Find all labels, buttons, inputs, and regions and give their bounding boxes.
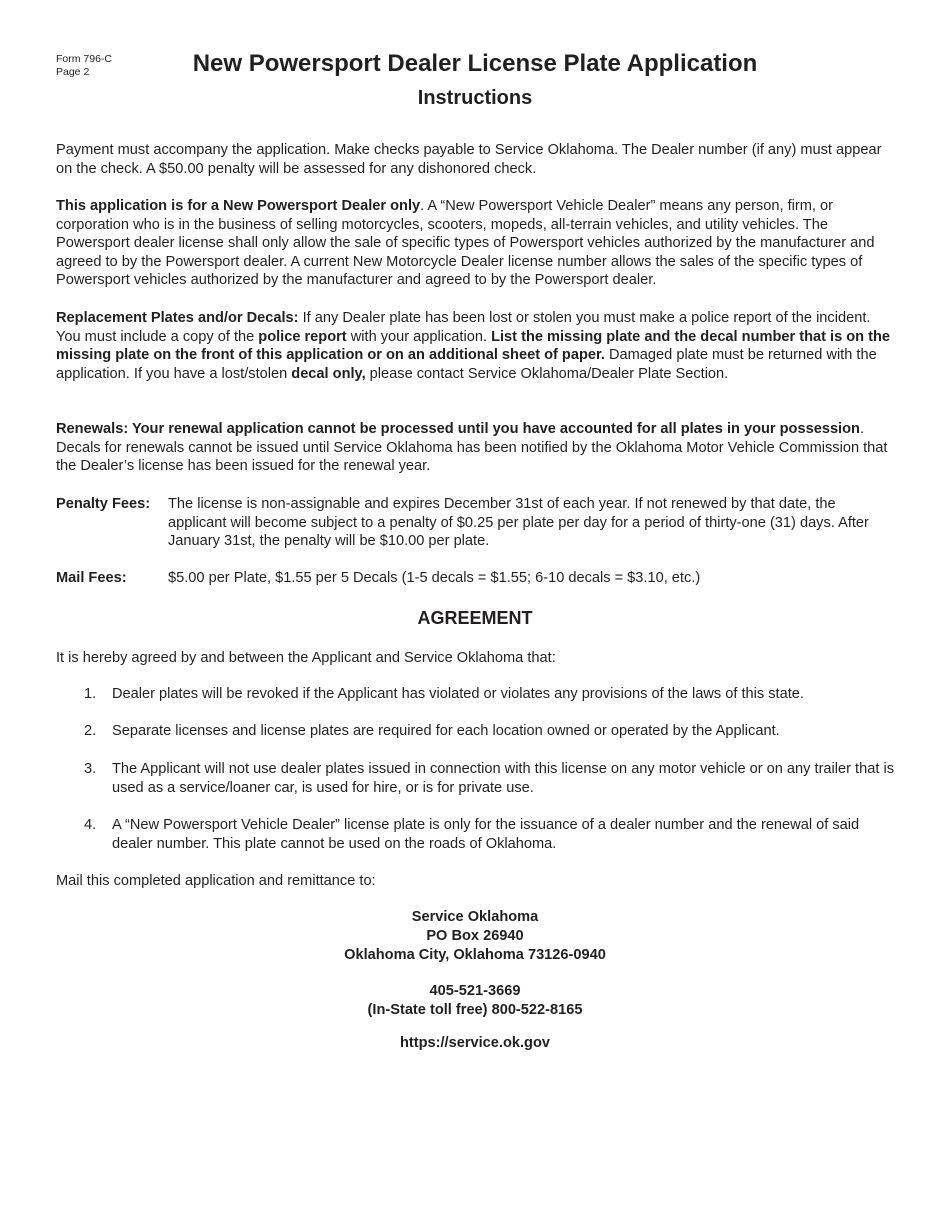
replacement-bold-1: police report bbox=[258, 328, 347, 345]
agreement-heading: AGREEMENT bbox=[417, 608, 533, 628]
mail-fees-label: Mail Fees: bbox=[56, 570, 127, 586]
replacement-paragraph bbox=[56, 309, 894, 383]
form-number: Form 796-C bbox=[56, 53, 113, 65]
agreement-item-text: A “New Powersport Vehicle Dealer” license plate is only for the issuance of a dealer number and the renewal of said dealer number. This plate cannot be used on the roads of Oklahoma. bbox=[112, 817, 860, 852]
page-title: New Powersport Dealer License Plate Application bbox=[192, 50, 758, 77]
mail-fees-text: $5.00 per Plate, $1.55 per 5 Decals (1-5 decals = $1.55; 6-10 decals = $3.10, etc.) bbox=[168, 570, 701, 586]
agreement-item-text: Dealer plates will be revoked if the Applicant has violated or violates any provisions of the laws of this state. bbox=[112, 686, 804, 702]
replacement-text-1: If any Dealer plate has been lost or stolen you must make a police report of the incident. You must include a copy of the bbox=[56, 310, 871, 345]
scope-bold-lead: This application is for a New Powersport Dealer only bbox=[56, 198, 421, 214]
agreement-item-number: 3. bbox=[84, 761, 97, 777]
agreement-item-number: 4. bbox=[84, 817, 97, 833]
address-po-box: PO Box 26940 bbox=[426, 928, 524, 944]
replacement-bold-2: List the missing plate and the decal number that is on the missing plate on the front of this application or on an additional sheet of paper. bbox=[56, 328, 891, 364]
payment-paragraph: Payment must accompany the application. Make checks payable to Service Oklahoma. The Dealer number (if any) must appear on the check. A $50.00 penalty will be assessed for any dishonored check. bbox=[56, 142, 882, 177]
phone-number: 405-521-3669 bbox=[429, 983, 521, 999]
page-subtitle: Instructions bbox=[417, 87, 533, 109]
website-link[interactable]: https://service.ok.gov bbox=[399, 1035, 551, 1051]
agreement-intro: It is hereby agreed by and between the Applicant and Service Oklahoma that: bbox=[56, 650, 556, 666]
agreement-item-number: 2. bbox=[84, 723, 97, 739]
replacement-label: Replacement Plates and/or Decals: bbox=[56, 310, 299, 326]
agreement-item-text: The Applicant will not use dealer plates issued in connection with this license on any motor vehicle or on any trailer that is used as a service/loaner car, is used for hire, or is for private use. bbox=[112, 761, 894, 796]
replacement-text-3: Damaged plate must be returned with the application. If you have a lost/stolen bbox=[56, 347, 877, 382]
toll-free-number: (In-State toll free) 800-522-8165 bbox=[367, 1002, 583, 1018]
page-number: Page 2 bbox=[56, 66, 90, 78]
scope-text: . A “New Powersport Vehicle Dealer” means any person, firm, or corporation who is in the business of selling motorcycles, scooters, mopeds, all-terrain vehicles, and utility vehicles. The Powersport dealer license shall only allow the sale of specific types of Powersport vehicles authorized by the manufacturer and agreed to by the Powersport dealer. A current New Motorcycle Dealer license number allows the sales of the specific types of Powersport vehicles authorized by the manufacturer and agreed to by the Powersport dealer. bbox=[56, 198, 875, 289]
replacement-text-4: please contact Service Oklahoma/Dealer Plate Section. bbox=[365, 365, 729, 382]
address-city: Oklahoma City, Oklahoma 73126-0940 bbox=[344, 947, 606, 963]
renewals-paragraph bbox=[56, 420, 894, 476]
renewals-bold-lead: Renewals: Your renewal application cannot be processed until you have accounted for all plates in your possession bbox=[56, 421, 860, 437]
mail-instruction: Mail this completed application and remittance to: bbox=[56, 873, 376, 889]
penalty-fees-text: The license is non-assignable and expires December 31st of each year. If not renewed by that date, the applicant will become subject to a penalty of $0.25 per plate per day for a period of thirty-one (31) days. After January 31st, the penalty will be $10.00 per plate. bbox=[168, 496, 869, 550]
replacement-text-2: with your application. bbox=[346, 328, 492, 345]
replacement-bold-3: decal only, bbox=[291, 365, 366, 382]
address-name: Service Oklahoma bbox=[411, 909, 539, 925]
scope-paragraph bbox=[56, 197, 894, 290]
agreement-item-text: Separate licenses and license plates are required for each location owned or operated by the Applicant. bbox=[112, 723, 780, 739]
penalty-fees-label: Penalty Fees: bbox=[56, 496, 151, 512]
agreement-item-number: 1. bbox=[84, 686, 97, 702]
renewals-text: . Decals for renewals cannot be issued until Service Oklahoma has been notified by the Oklahoma Motor Vehicle Commission that the Dealer’s license has been issued for the renewal year. bbox=[56, 421, 888, 475]
